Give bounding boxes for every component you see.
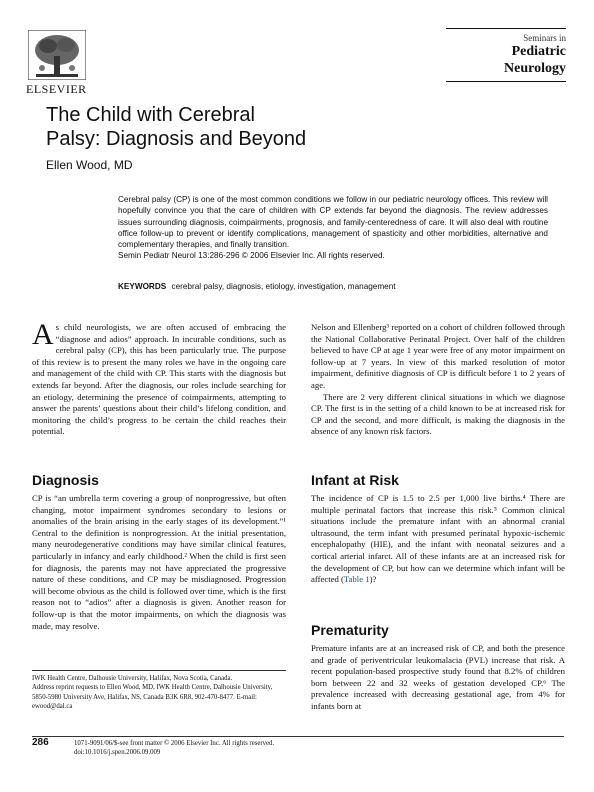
- tree-icon: [28, 30, 86, 80]
- affiliation: [32, 674, 286, 711]
- infant-text-a: The incidence of CP is 1.5 to 2.5 per 1,000 live births.⁴ There are multiple perinatal factors that increase this risk.⁵ Common clinical situations include the premature infant with an abnormal cranial ultrasound, the term infant with presumed perinatal hypoxic-ischemic encephalopathy (HIE), and the infant with neonatal seizures and a cortical arterial infarct. All of these infants are at an increased risk for the development of CP, but how can we determine which infant will be affected (: [311, 493, 565, 585]
- abstract-text: Cerebral palsy (CP) is one of the most common conditions we follow in our pediatric neurology offices. This review will hopefully convince you that the care of children with CP extends far beyond the diagnosis. The review addresses issues surrounding diagnosis, coimpairments, prognosis, and family-centeredness of care. It will also deal with routine office follow-up to prevent or identify complications, management of spasticity and other morbidities, alternative and complementary therapies, and finally transition.: [118, 195, 548, 250]
- affiliation-institution: IWK Health Centre, Dalhousie University, Halifax, Nova Scotia, Canada.: [32, 675, 233, 682]
- infant-text-b: )?: [369, 574, 377, 585]
- footer-copyright: 1071-9091/06/$-see front matter © 2006 Elsevier Inc. All rights reserved.: [74, 740, 275, 747]
- left-column: [32, 318, 286, 438]
- journal-line3: Neurology: [504, 61, 566, 76]
- abstract: [118, 194, 548, 262]
- abstract-citation: Semin Pediatr Neurol 13:286-296 © 2006 Elsevier Inc. All rights reserved.: [118, 251, 385, 261]
- footer-info: [74, 739, 274, 757]
- prematurity-section: [311, 643, 565, 713]
- nelson-paragraph: Nelson and Ellenberg³ reported on a cohort of children followed through the National Collaborative Perinatal Project. Over half of the children believed to have CP at age 1 year were free of any motor impairment on follow-up at 7 years. In view of this marked resolution of motor impairment, definitive diagnosis of CP is difficult before 1 to 2 years of age.: [311, 322, 565, 390]
- infant-at-risk-section: [311, 493, 565, 586]
- title-line2: Palsy: Diagnosis and Beyond: [46, 128, 307, 150]
- diagnosis-heading: Diagnosis: [32, 472, 99, 488]
- keywords-label: KEYWORDS: [118, 282, 167, 291]
- infant-text: [311, 493, 565, 586]
- page-number: 286: [32, 737, 49, 748]
- publisher-name: ELSEVIER: [26, 82, 87, 96]
- journal-line2: Pediatric: [511, 44, 566, 59]
- footer-doi[interactable]: doi:10.1016/j.spen.2006.09.009: [74, 749, 161, 756]
- prematurity-heading: Prematurity: [311, 622, 389, 638]
- masthead-rule-top: [446, 28, 566, 29]
- affiliation-rule: [32, 670, 286, 671]
- table-1-link[interactable]: Table 1: [343, 574, 370, 585]
- journal-masthead: [446, 28, 566, 82]
- footer-rule: [32, 736, 564, 737]
- affiliation-address: Address reprint requests to Ellen Wood, MD, IWK Health Centre, Dalhousie University, 5850-5980 University Ave, Halifax, NS, Canada B3K 6R8, 902-470-8477. E-mail: ewood@dal.ca: [32, 684, 273, 710]
- prematurity-text: Premature infants are at an increased risk of CP, and both the presence and grade of periventricular leukomalacia (PVL) increase that risk. A recent population-based prospective study found that 8.2% of children born between 22 and 32 weeks of gestation developed CP.⁶ The prevalence increased with decreasing gestational age, from 4% for infants born at: [311, 643, 565, 711]
- article-title: [46, 103, 366, 151]
- elsevier-logo: [28, 30, 86, 88]
- journal-line1: Seminars in: [523, 33, 566, 43]
- intro-text: s child neurologists, we are often accused of embracing the “diagnose and adios” approach. In incurable conditions, such as cerebral palsy (CP), this has been particularly true. The purpose of this review is to present the many roles we have in the ongoing care and management of the child with CP. This starts with the diagnosis but extends far beyond. After the diagnosis, our roles include searching for an etiology, determining the presence of coimpairments, attempting to answer the parents’ questions about their child’s lifelong condition, and monitoring the child’s progress to be certain the child reaches their potential.: [32, 322, 286, 437]
- diagnosis-section: [32, 493, 286, 632]
- diagnosis-text: CP is “an umbrella term covering a group of nonprogressive, but often changing, motor impairment syndromes secondary to lesions or anomalies of the brain arising in the early stages of its development.”¹ Central to the definition is nonprogression. At the initial presentation, many neurodegenerative conditions may have similar clinical features, particularly in infancy and early childhood.² When the child is first seen for diagnosis, the parents may not have appreciated the progressive nature of these conditions, and CP may be misdiagnosed. Progression will become obvious as the child is followed over time, which is the first reason not to “adios” after a diagnosis is given. Another reason for follow-up is that the motor impairments, on which the diagnosis was made, may resolve.: [32, 493, 286, 631]
- keywords: [118, 282, 548, 291]
- drop-cap: A: [32, 318, 54, 351]
- right-column-top: [311, 322, 565, 438]
- masthead-rule-bottom: [446, 81, 566, 82]
- keywords-list: cerebral palsy, diagnosis, etiology, investigation, management: [171, 282, 396, 291]
- infant-at-risk-heading: Infant at Risk: [311, 472, 399, 488]
- intro-paragraph: [32, 318, 286, 438]
- clinical-situations-paragraph: There are 2 very different clinical situations in which we diagnose CP. The first is in the setting of a child known to be at increased risk for CP and the second, and more difficult, is making the diagnosis in the absence of any known risk factors.: [311, 391, 565, 437]
- title-line1: The Child with Cerebral: [46, 104, 255, 126]
- author-name: Ellen Wood, MD: [46, 158, 133, 172]
